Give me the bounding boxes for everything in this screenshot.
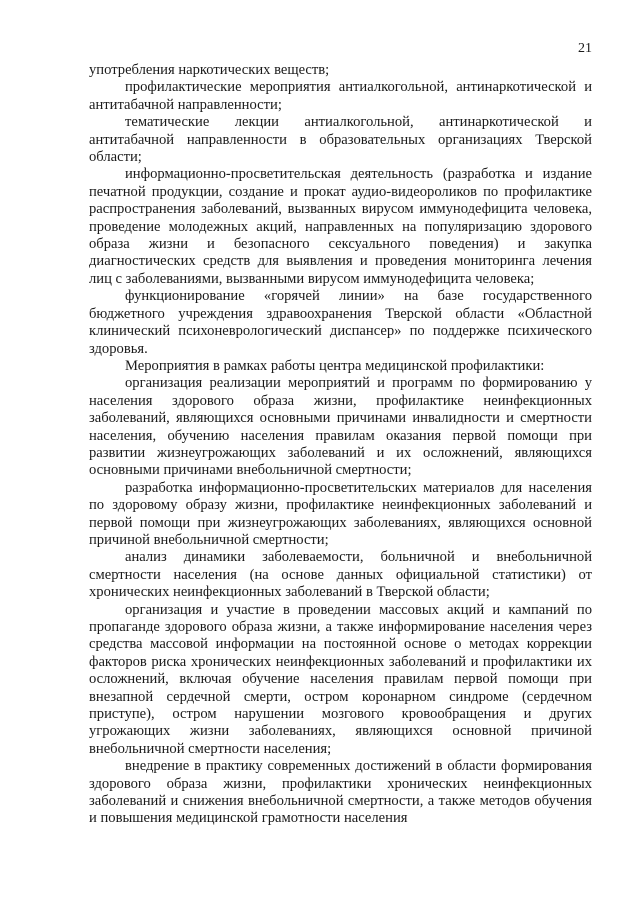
paragraph-continuation: употребления наркотических веществ; (89, 62, 330, 78)
paragraph: организация реализации мероприятий и программ по формированию у населения здорового образа жизни, профилактике неинфекционных заболеваний, являющихся основными причинами инвалидности и смертности населения, обучению населения правилам оказания первой помощи при развитии жизнеугрожающих заболеваний и их осложнений, являющихся основными причинами внебольничной смертности; (89, 375, 592, 479)
paragraph: внедрение в практику современных достижений в области формирования здорового образа жизни, профилактики хронических неинфекционных заболеваний и снижения внебольничной смертности, а также методов обучения и повышения медицинской грамотности населения (89, 758, 592, 827)
section-intro: Мероприятия в рамках работы центра медицинской профилактики: (125, 357, 545, 374)
paragraph: тематические лекции антиалкогольной, антинаркотической и антитабачной направленности в образовательных организациях Тверской области; (89, 114, 592, 166)
page-number: 21 (578, 41, 592, 56)
paragraph: профилактические мероприятия антиалкогольной, антинаркотической и антитабачной направленности; (89, 79, 592, 113)
paragraph: разработка информационно-просветительских материалов для населения по здоровому образу жизни, профилактике неинфекционных заболеваний и первой помощи при жизнеугрожающих заболеваниях, являющихся основной причиной внебольничной смертности; (89, 479, 592, 548)
document-body (89, 62, 592, 828)
paragraph: функционирование «горячей линии» на базе государственного бюджетного учреждения здравоохранения Тверской области «Областной клинический психоневрологический диспансер» по поддержке психического здоровья. (89, 288, 592, 357)
paragraph: организация и участие в проведении массовых акций и кампаний по пропаганде здорового образа жизни, а также информирование населения через средства массовой информации на постоянной основе о методах коррекции факторов риска хронических неинфекционных заболеваний и профилактики их осложнений, включая обучение населения правилам первой помощи при внезапной сердечной смерти, остром коронарном синдроме (сердечном приступе), остром нарушении мозгового кровообращения и других угрожающих жизни заболеваниях, являющихся основной причиной внебольничной смертности населения; (89, 601, 592, 757)
paragraph: анализ динамики заболеваемости, больничной и внебольничной смертности населения (на основе данных официальной статистики) от хронических неинфекционных заболеваний в Тверской области; (89, 549, 592, 601)
paragraph: информационно-просветительская деятельность (разработка и издание печатной продукции, создание и прокат аудио-видеороликов по профилактике распространения заболеваний, вызванных вирусом иммунодефицита человека, проведение молодежных акций, направленных на популяризацию здорового образа жизни и безопасного сексуального поведения) и закупка диагностических средств для выявления и проведения мониторинга лечения лиц с заболеваниями, вызванными вирусом иммунодефицита человека; (89, 166, 592, 287)
